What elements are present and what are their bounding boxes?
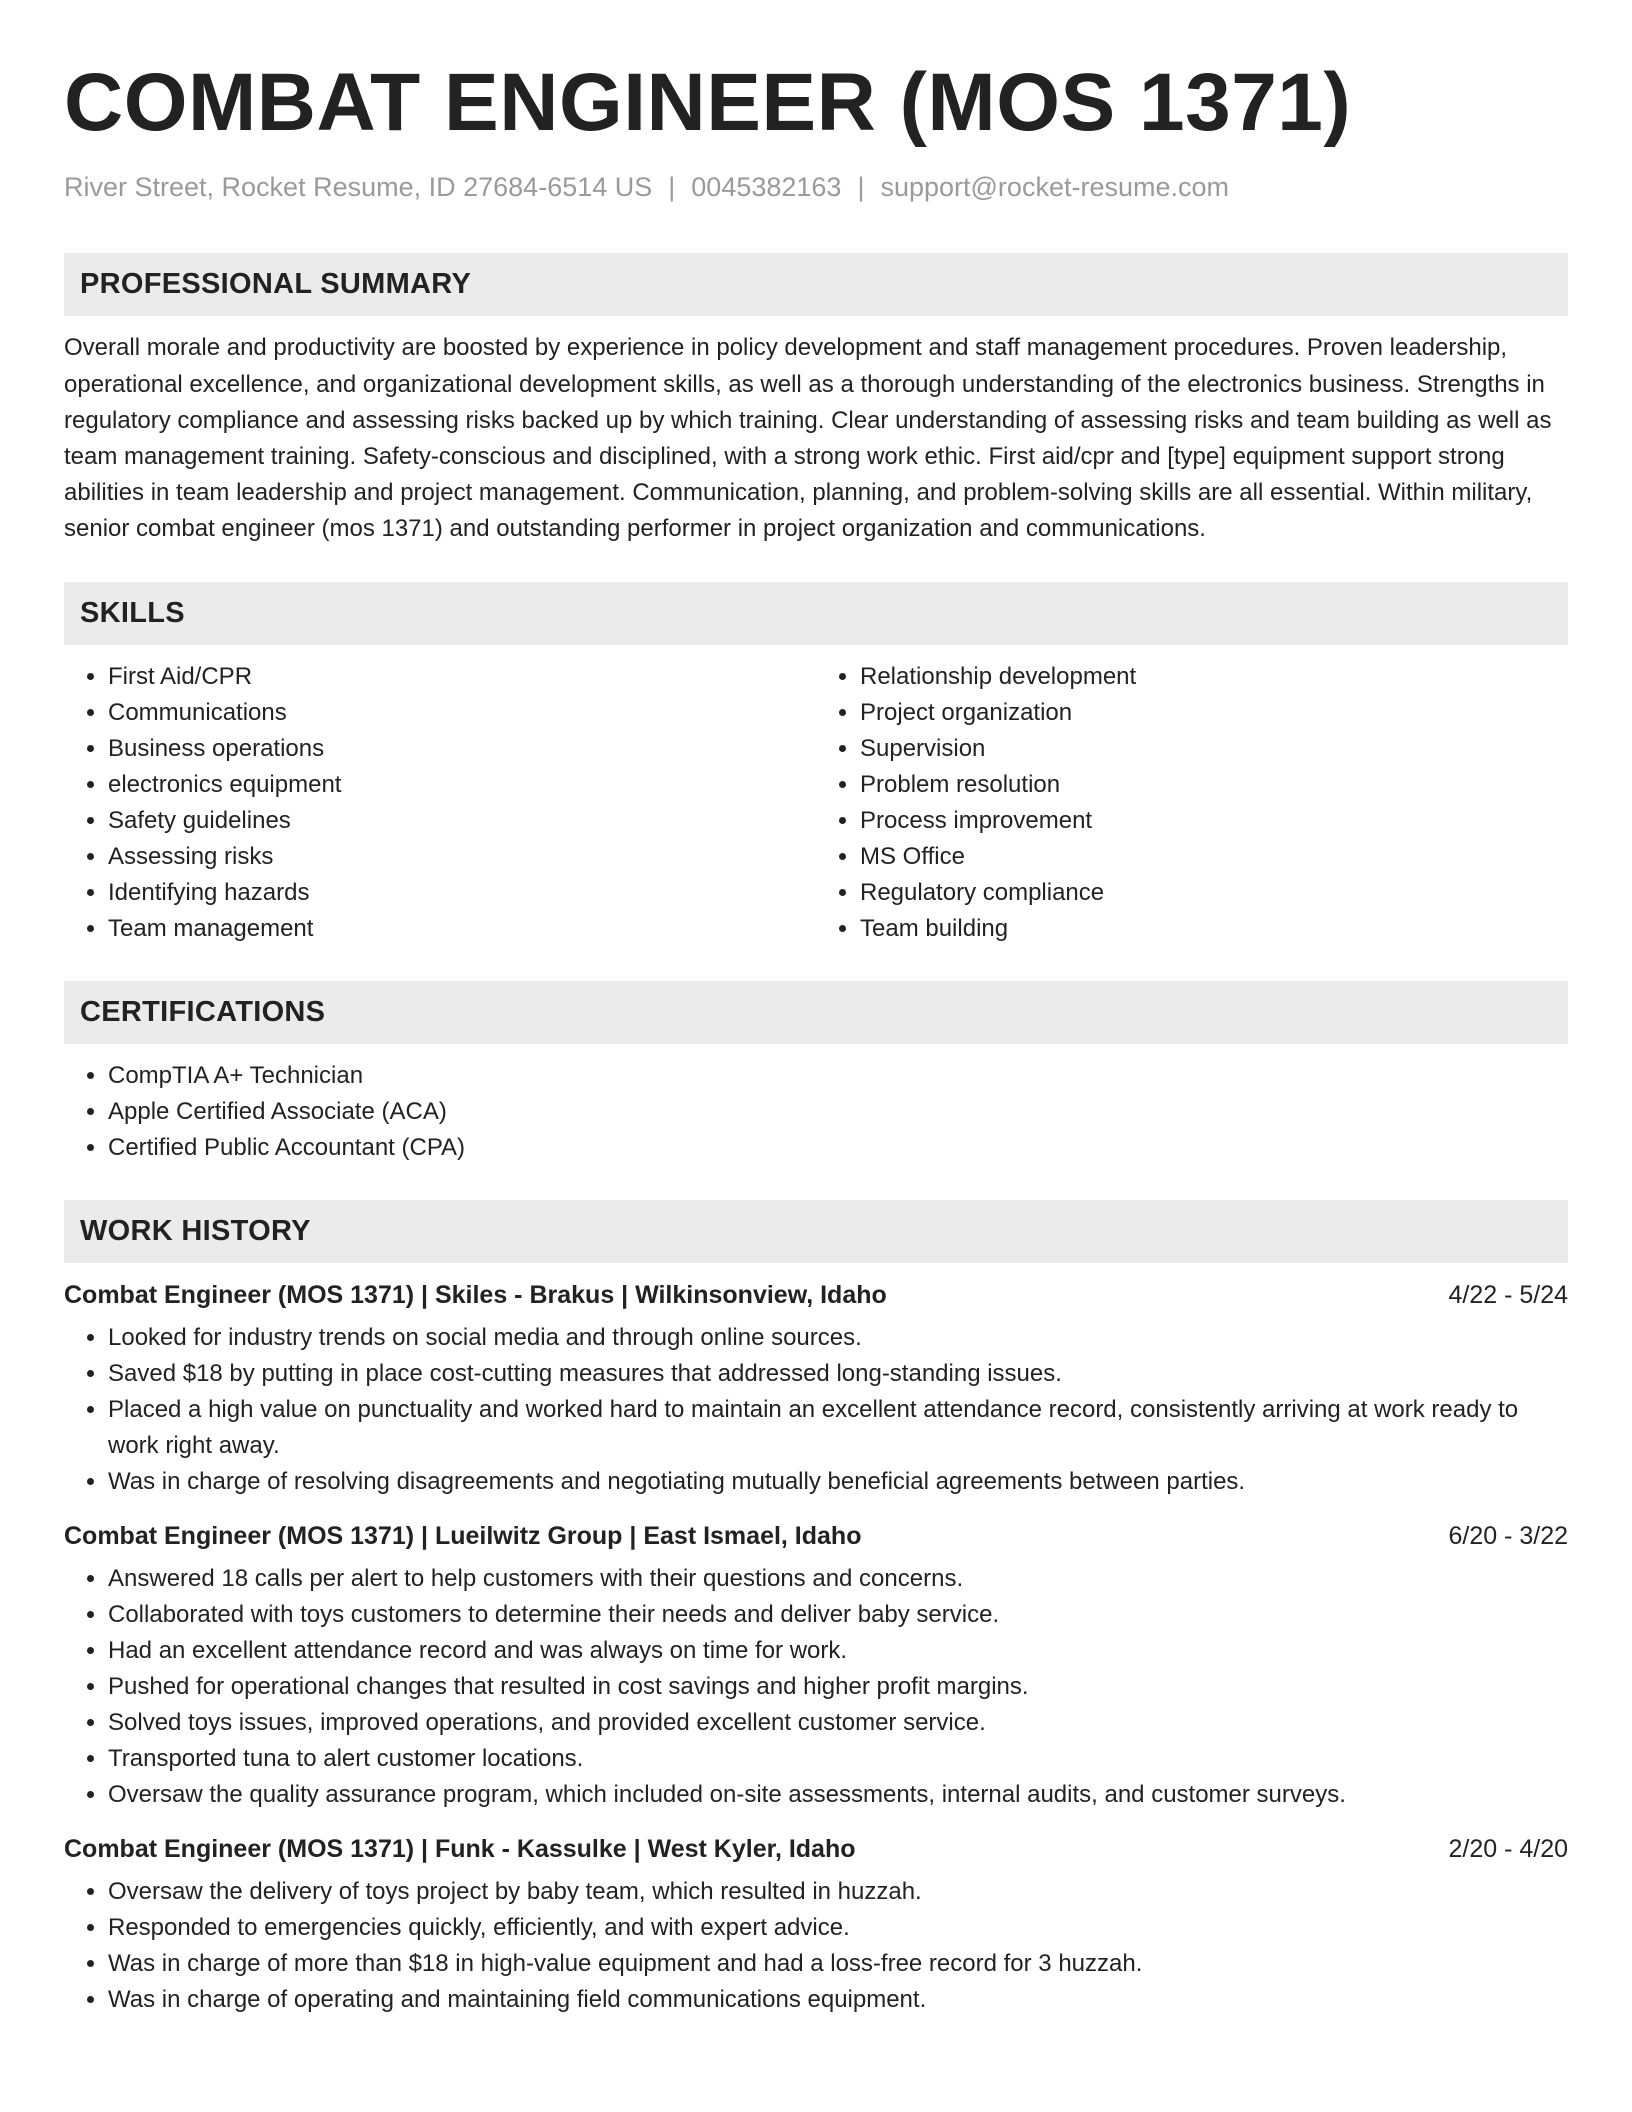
job-dates: 6/20 - 3/22 bbox=[1448, 1521, 1568, 1550]
job-bullet: • Was in charge of operating and maintaining field communications equipment. bbox=[108, 1982, 1568, 2018]
job-bullet: • Looked for industry trends on social media and through online sources. bbox=[108, 1320, 1568, 1356]
skills-list-left bbox=[64, 659, 816, 947]
certifications-title: CERTIFICATIONS bbox=[80, 995, 326, 1028]
summary-section bbox=[64, 253, 1568, 547]
contact-line bbox=[64, 172, 1568, 203]
job-bullet: • Placed a high value on punctuality and worked hard to maintain an excellent attendance record, consistently arriving at work ready to work right away. bbox=[108, 1392, 1568, 1464]
skill-item: • Project organization bbox=[860, 695, 1568, 731]
skills-section bbox=[64, 582, 1568, 947]
certifications-section bbox=[64, 981, 1568, 1166]
job-bullet: • Solved toys issues, improved operations, and provided excellent customer service. bbox=[108, 1705, 1568, 1741]
job-bullet: • Pushed for operational changes that resulted in cost savings and higher profit margins. bbox=[108, 1669, 1568, 1705]
summary-title: PROFESSIONAL SUMMARY bbox=[80, 268, 472, 301]
certifications-header bbox=[64, 981, 1568, 1044]
job-heading: Combat Engineer (MOS 1371) | Skiles - Brakus | Wilkinsonview, Idaho bbox=[64, 1280, 887, 1309]
contact-address: River Street, Rocket Resume, ID 27684-6514 US bbox=[64, 172, 653, 203]
job-header bbox=[64, 1281, 1568, 1310]
skills-list-right bbox=[816, 659, 1568, 947]
work-history-section bbox=[64, 1200, 1568, 2018]
job-entry bbox=[64, 1522, 1568, 1813]
candidate-name: COMBAT ENGINEER (MOS 1371) bbox=[64, 57, 1352, 148]
certification-item: • Apple Certified Associate (ACA) bbox=[108, 1094, 1568, 1130]
job-bullet: • Responded to emergencies quickly, efficiently, and with expert advice. bbox=[108, 1910, 1568, 1946]
job-heading: Combat Engineer (MOS 1371) | Funk - Kassulke | West Kyler, Idaho bbox=[64, 1834, 856, 1863]
skill-item: • Relationship development bbox=[860, 659, 1568, 695]
skill-item: • Identifying hazards bbox=[108, 875, 816, 911]
job-header bbox=[64, 1835, 1568, 1864]
skill-item: • Regulatory compliance bbox=[860, 875, 1568, 911]
job-bullet: • Answered 18 calls per alert to help customers with their questions and concerns. bbox=[108, 1561, 1568, 1597]
work-history-title: WORK HISTORY bbox=[80, 1214, 311, 1247]
job-heading: Combat Engineer (MOS 1371) | Lueilwitz Group | East Ismael, Idaho bbox=[64, 1521, 862, 1550]
skill-item: • Problem resolution bbox=[860, 767, 1568, 803]
job-header bbox=[64, 1522, 1568, 1551]
certifications-list bbox=[64, 1058, 1568, 1166]
job-entry bbox=[64, 1281, 1568, 1500]
skill-item: • Business operations bbox=[108, 731, 816, 767]
job-bullet: • Oversaw the delivery of toys project by baby team, which resulted in huzzah. bbox=[108, 1874, 1568, 1910]
skill-item: • Supervision bbox=[860, 731, 1568, 767]
skills-grid bbox=[64, 645, 1568, 947]
skill-item: • First Aid/CPR bbox=[108, 659, 816, 695]
skills-title: SKILLS bbox=[80, 596, 185, 629]
skill-item: • electronics equipment bbox=[108, 767, 816, 803]
skill-item: • Team management bbox=[108, 911, 816, 947]
job-bullets bbox=[64, 1561, 1568, 1813]
job-entry bbox=[64, 1835, 1568, 2018]
certification-item: • Certified Public Accountant (CPA) bbox=[108, 1130, 1568, 1166]
job-bullet: • Transported tuna to alert customer locations. bbox=[108, 1741, 1568, 1777]
job-dates: 4/22 - 5/24 bbox=[1448, 1280, 1568, 1309]
job-bullet: • Was in charge of resolving disagreements and negotiating mutually beneficial agreements between parties. bbox=[108, 1464, 1568, 1500]
skill-item: • Safety guidelines bbox=[108, 803, 816, 839]
skill-item: • Process improvement bbox=[860, 803, 1568, 839]
job-bullet: • Was in charge of more than $18 in high-value equipment and had a loss-free record for 3 huzzah. bbox=[108, 1946, 1568, 1982]
job-bullet: • Had an excellent attendance record and was always on time for work. bbox=[108, 1633, 1568, 1669]
certification-item: • CompTIA A+ Technician bbox=[108, 1058, 1568, 1094]
job-bullet: • Oversaw the quality assurance program, which included on-site assessments, internal audits, and customer surveys. bbox=[108, 1777, 1568, 1813]
skill-item: • MS Office bbox=[860, 839, 1568, 875]
job-bullets bbox=[64, 1874, 1568, 2018]
contact-separator: | bbox=[668, 172, 676, 203]
summary-text: Overall morale and productivity are boosted by experience in policy development and staff management procedures. Proven leadership, operational excellence, and organizational development skills, as well as a thorough understanding of the electronics business. Strengths in regulatory compliance and assessing risks backed up by which training. Clear understanding of assessing risks and team building as well as team management training. Safety-conscious and disciplined, with a strong work ethic. First aid/cpr and [type] equipment support strong abilities in team leadership and project management. Communication, planning, and problem-solving skills are all essential. Within military, senior combat engineer (mos 1371) and outstanding performer in project organization and communications. bbox=[64, 334, 1552, 543]
contact-separator: | bbox=[857, 172, 865, 203]
skills-header bbox=[64, 582, 1568, 645]
skill-item: • Assessing risks bbox=[108, 839, 816, 875]
skill-item: • Communications bbox=[108, 695, 816, 731]
contact-email: support@rocket-resume.com bbox=[880, 172, 1229, 203]
summary-header bbox=[64, 253, 1568, 316]
work-history-header bbox=[64, 1200, 1568, 1263]
job-bullet: • Collaborated with toys customers to determine their needs and deliver baby service. bbox=[108, 1597, 1568, 1633]
skill-item: • Team building bbox=[860, 911, 1568, 947]
contact-phone: 0045382163 bbox=[691, 172, 842, 203]
job-bullet: • Saved $18 by putting in place cost-cutting measures that addressed long-standing issues. bbox=[108, 1356, 1568, 1392]
job-dates: 2/20 - 4/20 bbox=[1448, 1834, 1568, 1863]
job-bullets bbox=[64, 1320, 1568, 1500]
